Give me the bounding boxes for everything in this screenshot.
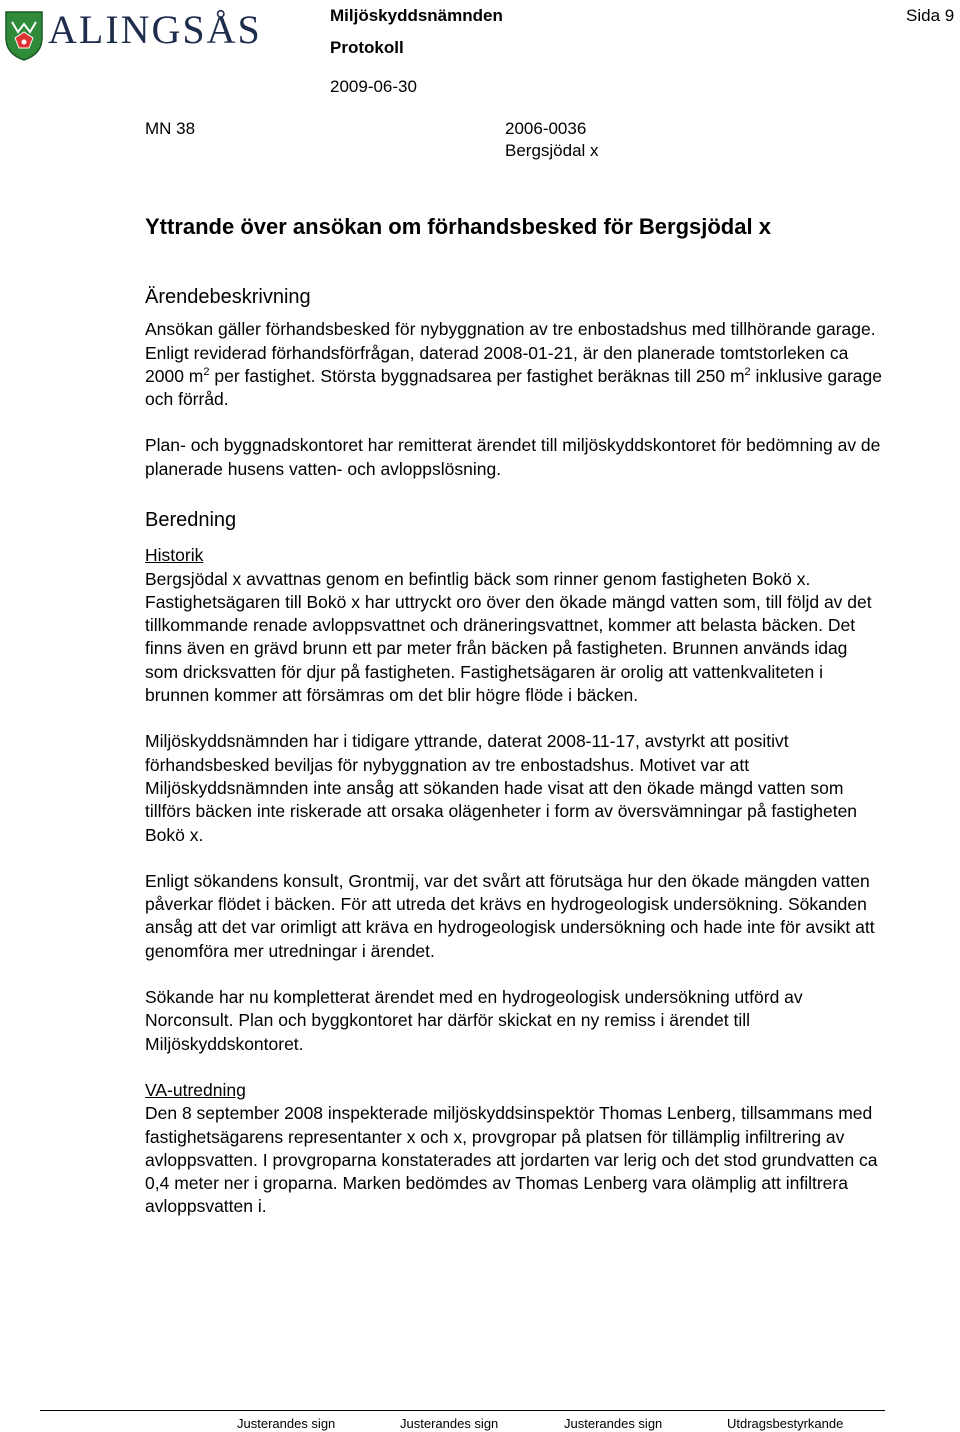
va-heading: VA-utredning <box>145 1079 246 1100</box>
doc-type: Protokoll <box>330 38 404 57</box>
page-number: Sida 9 <box>906 6 955 25</box>
arende-heading: Ärendebeskrivning <box>145 286 311 308</box>
title-text: Yttrande över ansökan om förhandsbesked för Bergsjödal x <box>145 214 771 239</box>
signature-field-3: Justerandes sign <box>564 1416 663 1431</box>
va-paragraph-1: Den 8 september 2008 inspekterade miljöskyddsinspektör Thomas Lenberg, tillsammans med fastighetsägarens representanter x och x, provgropar på platsen för tillämplig infiltrering av avloppsvatten. I provgroparna konstaterades att jordarten var lerig och det stod grundvatten ca 0,4 meter ner i groparna. Marken bedömdes av Thomas Lenberg vara olämplig att infiltrera avloppsvatten i. <box>145 1103 878 1217</box>
arende-p1-part-b: per fastighet. Största byggnadsarea per fastighet beräknas till 250 m <box>209 365 745 386</box>
logo-text: ALINGSÅS <box>48 7 262 52</box>
historik-paragraph-1: Bergsjödal x avvattnas genom en befintlig bäck som rinner genom fastigheten Bokö x. Fastighetsägaren till Bokö x har uttryckt oro över den ökade mängd vatten som, till följd av det tillkommande renade avloppsvattnet och dräneringsvattnet, kommer att belasta bäcken. Det finns även en grävd brunn ett par meter från bäcken på fastigheten. Brunnen används idag som dricksvatten för djur på fastigheten. Fastighetsägaren är orolig att vattenkvaliteten i brunnen kommer att försämras om det blir högre flöde i bäcken. <box>145 568 872 706</box>
doc-date: 2009-06-30 <box>330 77 417 96</box>
case-mn: MN 38 <box>145 119 196 138</box>
case-property: Bergsjödal x <box>505 141 599 160</box>
beredning-heading: Beredning <box>145 509 237 531</box>
historik-heading: Historik <box>145 545 204 566</box>
superscript: 2 <box>203 366 210 379</box>
historik-paragraph-4: Sökande har nu kompletterat ärendet med en hydrogeologisk undersökning utförd av Norconsult. Plan och byggkontoret har därför skickat en ny remiss i ärendet till Miljöskyddskontoret. <box>145 987 803 1054</box>
footer-divider <box>40 1410 885 1411</box>
superscript: 2 <box>744 366 751 379</box>
alingsas-logo <box>2 2 262 62</box>
certification-field: Utdragsbestyrkande <box>727 1416 844 1431</box>
signature-field-2: Justerandes sign <box>400 1416 499 1431</box>
signature-field-1: Justerandes sign <box>237 1416 336 1431</box>
historik-paragraph-3: Enligt sökandens konsult, Grontmij, var det svårt att förutsäga hur den ökade mängden vatten påverkar flödet i bäcken. För att utreda det krävs en hydrogeologisk undersökning. Sökanden ansåg att det var orimligt att kräva en hydrogeologisk undersökning och hade inte för avsikt att genomföra mer utredningar i ärendet. <box>145 870 875 961</box>
org-name: Miljöskyddsnämnden <box>330 6 503 25</box>
historik-paragraph-2: Miljöskyddsnämnden har i tidigare yttrande, daterat 2008-11-17, avstyrkt att positivt förhandsbesked beviljas för nybyggnation av tre enbostadshus. Motivet var att Miljöskyddsnämnden inte ansåg att sökanden hade visat att den ökade mängd vatten som tillförs bäcken inte riskerade att orsaka olägenheter i form av översvämningar på fastigheten Bokö x. <box>145 731 858 845</box>
arende-paragraph-2: Plan- och byggnadskontoret har remitterat ärendet till miljöskyddskontoret för bedömning av de planerade husens vatten- och avloppslösning. <box>145 435 881 479</box>
arende-paragraph-1 <box>145 318 885 411</box>
arende-p1-part-a: Ansökan gäller förhandsbesked för nybyggnation av tre enbostadshus med tillhörande garage. Enligt reviderad förhandsförfrågan, daterad 2008-01-21, är den planerade tomtstorleken ca 2000 m <box>145 319 876 386</box>
case-number: 2006-0036 <box>505 119 587 138</box>
document-title <box>145 215 885 238</box>
section-arende <box>145 286 885 481</box>
arende-p1-part-c: inklusive garage och förråd. <box>145 365 882 410</box>
section-beredning <box>145 509 885 1219</box>
